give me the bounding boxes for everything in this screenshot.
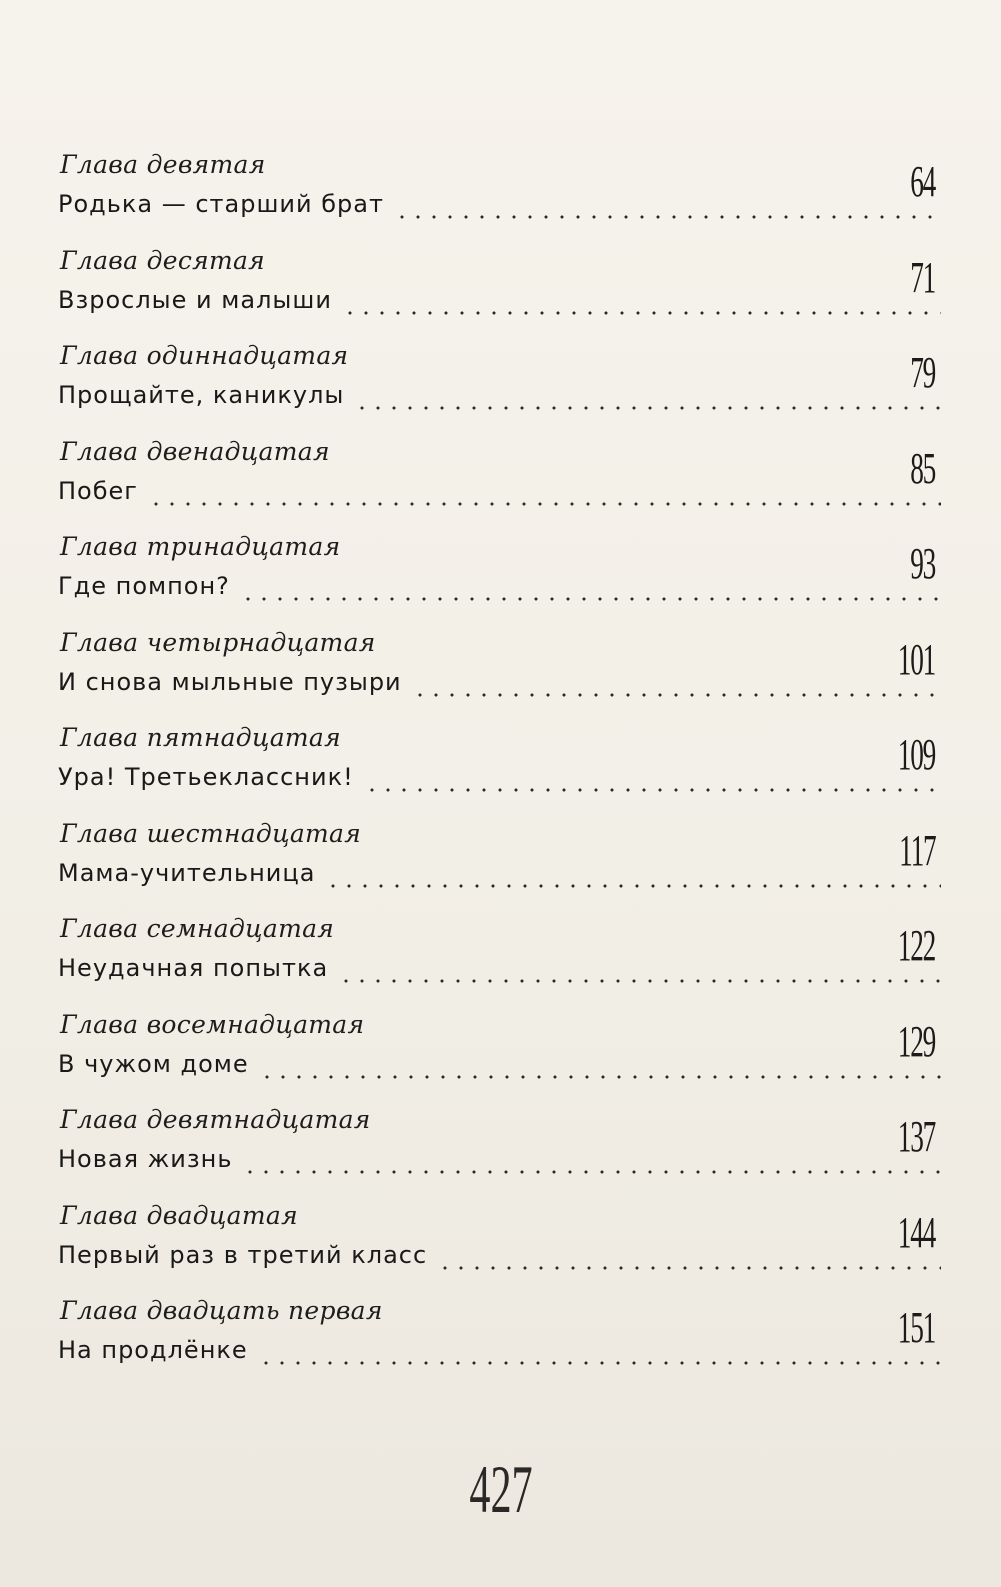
- chapter-label: Глава двадцать первая: [60, 1296, 383, 1325]
- dot-leader: [258, 1360, 941, 1366]
- chapter-label: Глава двадцатая: [60, 1200, 298, 1230]
- chapter-label: Глава шестнадцатая: [60, 818, 362, 848]
- toc-entry[interactable]: [58, 1201, 953, 1297]
- table-of-contents: [58, 150, 953, 1392]
- dot-leader: [437, 1265, 941, 1271]
- chapter-label: Глава четырнадцатая: [60, 627, 376, 657]
- toc-entry[interactable]: [58, 819, 953, 915]
- dot-leader: [394, 214, 941, 220]
- chapter-title: Взрослые и малыши: [58, 285, 332, 314]
- page-number: 101: [897, 634, 935, 684]
- chapter-title: Ура! Третьеклассник!: [58, 763, 354, 791]
- dot-leader: [364, 787, 941, 793]
- toc-entry[interactable]: [58, 532, 953, 628]
- chapter-label: Глава девятнадцатая: [60, 1105, 371, 1134]
- footer-page-number: 427: [468, 1451, 533, 1527]
- toc-entry[interactable]: [58, 1105, 953, 1201]
- dot-leader: [242, 1169, 941, 1175]
- chapter-title: Неудачная попытка: [58, 954, 329, 982]
- chapter-label: Глава девятая: [60, 150, 266, 179]
- page-number: 109: [897, 730, 935, 779]
- chapter-label: Глава тринадцатая: [60, 532, 341, 561]
- page-number: 85: [910, 443, 935, 493]
- toc-entry[interactable]: [58, 914, 953, 1010]
- chapter-title: Новая жизнь: [58, 1145, 233, 1173]
- toc-entry[interactable]: [58, 341, 953, 437]
- dot-leader: [240, 596, 941, 602]
- page-number: 79: [910, 348, 935, 397]
- chapter-title: И снова мыльные пузыри: [58, 667, 402, 696]
- page-number: 71: [910, 252, 935, 302]
- chapter-title: Где помпон?: [58, 572, 230, 600]
- dot-leader: [412, 692, 941, 698]
- toc-entry[interactable]: [58, 723, 953, 819]
- page-number: 117: [898, 825, 935, 875]
- page-footer-number: [0, 1450, 1001, 1529]
- dot-leader: [148, 501, 941, 507]
- toc-entry[interactable]: [58, 246, 953, 342]
- page-number: 129: [897, 1016, 935, 1066]
- chapter-title: Первый раз в третий класс: [58, 1240, 428, 1269]
- chapter-label: Глава десятая: [60, 245, 266, 275]
- dot-leader: [342, 310, 941, 316]
- page-number: 144: [897, 1207, 935, 1257]
- chapter-title: Родька — старший брат: [58, 190, 384, 218]
- dot-leader: [338, 978, 941, 984]
- chapter-label: Глава восемнадцатая: [60, 1009, 365, 1039]
- toc-entry[interactable]: [58, 437, 953, 533]
- chapter-title: Прощайте, каникулы: [58, 381, 345, 409]
- chapter-label: Глава двенадцатая: [60, 436, 330, 466]
- page-number: 93: [910, 539, 935, 588]
- page-number: 64: [910, 157, 935, 206]
- chapter-title: На продлёнке: [58, 1336, 248, 1364]
- dot-leader: [325, 883, 941, 889]
- page-number: 151: [897, 1303, 935, 1352]
- chapter-title: Побег: [58, 476, 138, 505]
- dot-leader: [354, 405, 941, 411]
- dot-leader: [259, 1074, 941, 1080]
- page-number: 122: [897, 921, 935, 970]
- chapter-label: Глава семнадцатая: [60, 914, 335, 943]
- toc-entry[interactable]: [58, 150, 953, 246]
- chapter-title: В чужом доме: [58, 1049, 249, 1078]
- chapter-title: Мама-учительница: [58, 858, 316, 887]
- toc-entry[interactable]: [58, 1296, 953, 1392]
- page-number: 137: [897, 1112, 935, 1161]
- chapter-label: Глава пятнадцатая: [60, 723, 341, 752]
- toc-entry[interactable]: [58, 628, 953, 724]
- toc-entry[interactable]: [58, 1010, 953, 1106]
- chapter-label: Глава одиннадцатая: [60, 341, 349, 370]
